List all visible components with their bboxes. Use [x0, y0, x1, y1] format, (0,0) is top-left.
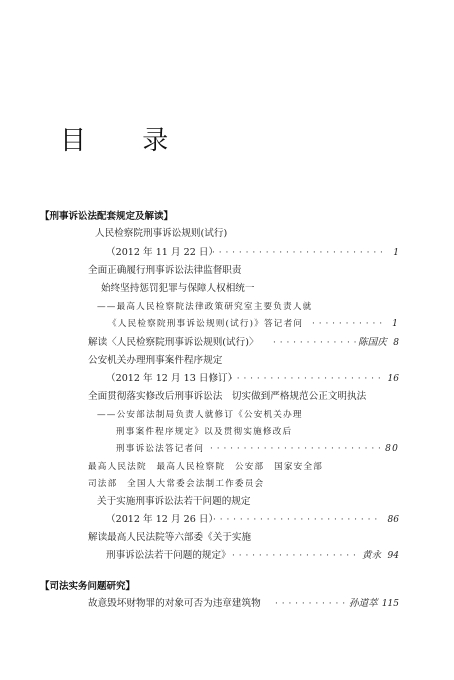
page-number: 1	[393, 248, 399, 258]
page-number: 80	[385, 444, 399, 454]
toc-entry[interactable]	[0, 548, 454, 564]
toc-entry[interactable]	[0, 245, 454, 261]
entry-title: 全面贯彻落实修改后刑事诉讼法 切实做到严格规范公正文明执法	[88, 391, 367, 402]
dot-leader	[210, 441, 380, 457]
entry-authority: 司法部 全国人大常委会法制工作委员会	[88, 479, 265, 489]
page-number: 115	[381, 599, 399, 609]
toc-entry[interactable]	[0, 371, 454, 387]
toc-entry[interactable]	[0, 494, 454, 510]
dot-leader	[232, 548, 357, 564]
toc-entry[interactable]	[0, 263, 454, 279]
page-number: 86	[387, 515, 399, 525]
entry-date: （2012 年 11 月 22 日）	[106, 247, 219, 258]
toc-entry[interactable]	[0, 596, 454, 612]
section-heading: 【刑事诉讼法配套规定及解读】	[40, 211, 174, 222]
entry-author: 孙道萃	[349, 598, 378, 609]
toc-entry[interactable]	[0, 512, 454, 528]
toc-entry[interactable]	[0, 441, 454, 457]
dot-leader	[230, 371, 380, 387]
page-number: 8	[393, 338, 399, 348]
section-heading: 【司法实务问题研究】	[40, 581, 136, 592]
toc-entry[interactable]	[0, 353, 454, 369]
toc-entry[interactable]	[0, 281, 454, 297]
page-number: 94	[387, 551, 399, 561]
entry-title: 刑事诉讼法若干问题的规定》	[106, 550, 231, 561]
entry-author: 黄永	[362, 550, 382, 561]
dot-leader	[275, 596, 345, 612]
entry-note: ——最高人民检察院法律政策研究室主要负责人就	[97, 302, 313, 312]
entry-title: 全面正确履行刑事诉讼法律监督职责	[88, 265, 242, 276]
entry-date: （2012 年 12 月 26 日）	[106, 514, 219, 525]
page-title: 目 录	[60, 126, 193, 156]
page-number: 16	[387, 374, 399, 384]
toc-entry[interactable]	[0, 407, 454, 423]
dot-leader	[312, 316, 384, 332]
entry-subtitle: 始终坚持惩罚犯罪与保障人权相统一	[101, 283, 255, 294]
toc-entry[interactable]	[0, 299, 454, 315]
toc-entry[interactable]	[0, 459, 454, 475]
entry-note: 刑事案件程序规定》以及贯彻实施修改后	[116, 427, 293, 437]
entry-note: ——公安部法制局负责人就修订《公安机关办理	[97, 410, 303, 420]
entry-date: （2012 年 12 月 13 日修订）	[106, 373, 238, 384]
entry-title: 关于实施刑事诉讼法若干问题的规定	[97, 496, 251, 507]
entry-title: 解读最高人民法院等六部委《关于实施	[88, 532, 252, 543]
dot-leader	[273, 335, 358, 351]
entry-authority: 最高人民法院 最高人民检察院 公安部 国家安全部	[88, 462, 324, 472]
toc-entry[interactable]	[0, 530, 454, 546]
toc-entry[interactable]	[0, 316, 454, 332]
dot-leader	[212, 245, 382, 261]
entry-note: 《人民检察院刑事诉讼规则(试行)》答记者问	[108, 319, 304, 329]
entry-title: 解读〈人民检察院刑事诉讼规则(试行)〉	[88, 337, 259, 348]
entry-title: 人民检察院刑事诉讼规则(试行)	[95, 228, 228, 239]
toc-entry[interactable]	[0, 226, 454, 242]
toc-entry[interactable]	[0, 476, 454, 492]
toc-entry[interactable]	[0, 335, 454, 351]
page-number: 1	[392, 319, 399, 329]
toc-entry[interactable]	[0, 389, 454, 405]
entry-title: 公安机关办理刑事案件程序规定	[88, 355, 223, 366]
dot-leader	[213, 512, 380, 528]
entry-note: 刑事诉讼法答记者问	[116, 444, 205, 454]
entry-author: 陈国庆	[358, 337, 387, 348]
entry-title: 故意毁坏财物罪的对象可否为违章建筑物	[88, 598, 261, 609]
toc-entry[interactable]	[0, 424, 454, 440]
